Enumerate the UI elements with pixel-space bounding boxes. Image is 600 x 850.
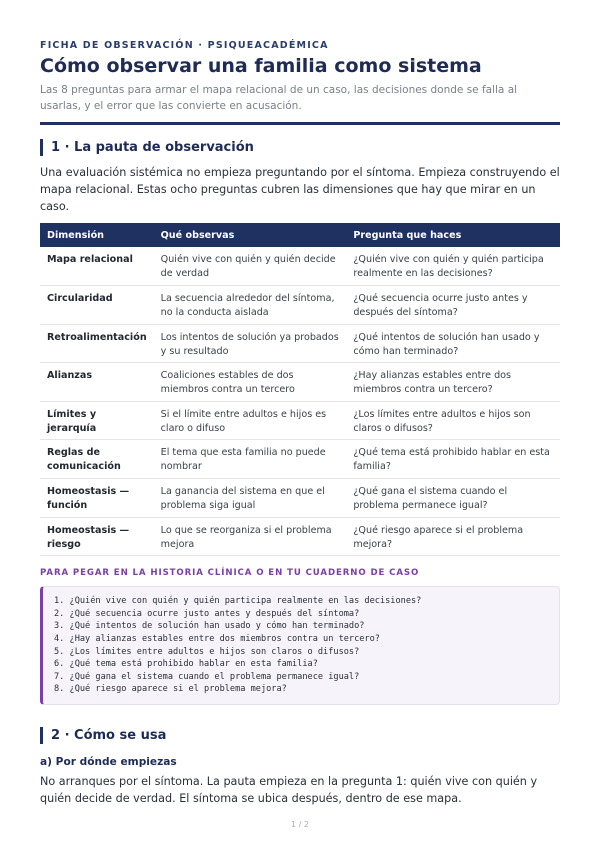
table-row — [40, 363, 560, 402]
table-row — [40, 517, 560, 556]
document-page — [40, 0, 560, 807]
section-2-subheading: a) Por dónde empiezas — [40, 756, 177, 768]
column-header-dimension: Dimensión — [40, 223, 154, 247]
observe-cell: La secuencia alrededor del síntoma, no la conducta aislada — [154, 286, 347, 325]
dimension-cell: Homeostasis — riesgo — [40, 517, 154, 556]
list-item: 3. ¿Qué intentos de solución han usado y cómo han terminado? — [54, 621, 365, 632]
list-item: 2. ¿Qué secuencia ocurre justo antes y después del síntoma? — [54, 608, 360, 619]
dimension-cell: Circularidad — [40, 286, 154, 325]
document-eyebrow: FICHA DE OBSERVACIÓN · PSIQUEACADÉMICA — [40, 40, 329, 51]
observe-cell: Si el límite entre adultos e hijos es claro o difuso — [154, 401, 347, 440]
table-row — [40, 479, 560, 518]
dimension-cell: Alianzas — [40, 363, 154, 402]
dimension-cell: Retroalimentación — [40, 324, 154, 363]
question-cell: ¿Hay alianzas estables entre dos miembros contra un tercero? — [346, 363, 560, 402]
list-item: 1. ¿Quién vive con quién y quién participa realmente en las decisiones? — [54, 596, 422, 607]
dimension-cell: Homeostasis — función — [40, 479, 154, 518]
question-cell: ¿Qué tema está prohibido hablar en esta familia? — [346, 440, 560, 479]
question-cell: ¿Los límites entre adultos e hijos son claros o difusos? — [346, 401, 560, 440]
table-row — [40, 401, 560, 440]
section-2-heading — [40, 727, 560, 744]
observation-table — [40, 223, 560, 556]
question-list — [54, 595, 549, 696]
section-1-intro: Una evaluación sistémica no empieza preguntando por el síntoma. Empieza construyendo el mapa relacional. Estas ocho preguntas cubren las dimensiones que hay que mirar en un caso. — [40, 166, 560, 213]
table-header-row — [40, 223, 560, 247]
question-cell: ¿Qué intentos de solución han usado y cómo han terminado? — [346, 324, 560, 363]
paste-block-label: PARA PEGAR EN LA HISTORIA CLÍNICA O EN TU CUADERNO DE CASO — [40, 568, 420, 579]
list-item: 6. ¿Qué tema está prohibido hablar en esta familia? — [54, 659, 318, 670]
question-cell: ¿Qué riesgo aparece si el problema mejora? — [346, 517, 560, 556]
page-subtitle: Las 8 preguntas para armar el mapa relacional de un caso, las decisiones donde se falla al usarlas, y el error que las convierte en acusación. — [40, 84, 518, 112]
dimension-cell: Reglas de comunicación — [40, 440, 154, 479]
table-row — [40, 286, 560, 325]
observe-cell: Coaliciones estables de dos miembros contra un tercero — [154, 363, 347, 402]
list-item: 5. ¿Los límites entre adultos e hijos son claros o difusos? — [54, 646, 360, 657]
section-1-title: 1 · La pauta de observación — [51, 140, 254, 155]
page-title: Cómo observar una familia como sistema — [40, 55, 482, 77]
paste-block[interactable] — [40, 586, 560, 705]
table-row — [40, 247, 560, 286]
observe-cell: El tema que esta familia no puede nombrar — [154, 440, 347, 479]
section-2-text: No arranques por el síntoma. La pauta empieza en la pregunta 1: quién vive con quién y quién decide de verdad. El síntoma se ubica después, dentro de ese mapa. — [40, 775, 538, 805]
column-header-question: Pregunta que haces — [346, 223, 560, 247]
list-item: 8. ¿Qué riesgo aparece si el problema mejora? — [54, 684, 287, 695]
header-divider — [40, 122, 560, 125]
column-header-observe: Qué observas — [154, 223, 347, 247]
question-cell: ¿Qué gana el sistema cuando el problema permanece igual? — [346, 479, 560, 518]
table-row — [40, 324, 560, 363]
dimension-cell: Mapa relacional — [40, 247, 154, 286]
list-item: 7. ¿Qué gana el sistema cuando el problema permanece igual? — [54, 671, 360, 682]
observe-cell: Quién vive con quién y quién decide de verdad — [154, 247, 347, 286]
table-row — [40, 440, 560, 479]
observe-cell: Los intentos de solución ya probados y su resultado — [154, 324, 347, 363]
dimension-cell: Límites y jerarquía — [40, 401, 154, 440]
section-1-heading — [40, 139, 560, 156]
question-cell: ¿Quién vive con quién y quién participa realmente en las decisiones? — [346, 247, 560, 286]
observe-cell: La ganancia del sistema en que el problema siga igual — [154, 479, 347, 518]
observe-cell: Lo que se reorganiza si el problema mejora — [154, 517, 347, 556]
question-cell: ¿Qué secuencia ocurre justo antes y después del síntoma? — [346, 286, 560, 325]
list-item: 4. ¿Hay alianzas estables entre dos miembros contra un tercero? — [54, 634, 380, 645]
section-marker — [40, 139, 43, 156]
section-2-title: 2 · Cómo se usa — [51, 728, 167, 743]
section-marker — [40, 727, 43, 744]
page-number: 1 / 2 — [291, 820, 309, 829]
